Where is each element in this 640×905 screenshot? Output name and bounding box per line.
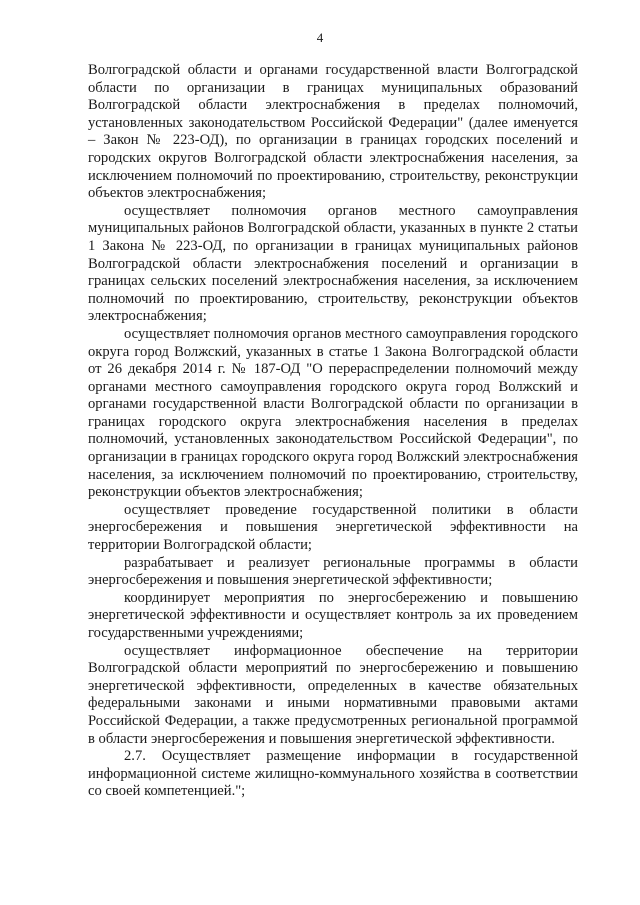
paragraph-7: осуществляет информационное обеспечение на территории Волгоградской области мероприятий по энергосбережению и повышению энергетической эффективности, определенных в качестве обязательных федеральными законами и иными нормативными правовыми актами Российской Федерации, а также предусмотренных региональной программой в области энергосбережения и повышения энергетической эффективности. [88, 642, 578, 747]
paragraph-5: разрабатывает и реализует региональные программы в области энергосбережения и повышения энергетической эффективности; [88, 554, 578, 589]
paragraph-4: осуществляет проведение государственной политики в области энергосбережения и повышения энергетической эффективности на территории Волгоградской области; [88, 501, 578, 554]
paragraph-6: координирует мероприятия по энергосбережению и повышению энергетической эффективности и осуществляет контроль за их проведением государственными учреждениями; [88, 589, 578, 641]
paragraph-1: Волгоградской области и органами государственной власти Волгоградской области по организации в границах муниципальных образований Волгоградской области электроснабжения в пределах полномочий, установленных законодательством Российской Федерации" (далее именуется – Закон № 223-ОД), по организации в границах городских поселений и городских округов Волгоградской области электроснабжения населения, за исключением полномочий по проектированию, строительству, реконструкции объектов электроснабжения; [88, 62, 578, 202]
document-body [88, 62, 578, 801]
paragraph-3: осуществляет полномочия органов местного самоуправления городского округа город Волжский, указанных в статье 1 Закона Волгоградской области от 26 декабря 2014 г. № 187-ОД "О перераспределении полномочий между органами местного самоуправления городского округа город Волжский и органами государственной власти Волгоградской области по организации в границах городского округа электроснабжения населения в пределах полномочий, установленных законодательством Российской Федерации", по организации в границах городского округа город Волжский электроснабжения населения, за исключением полномочий по проектированию, строительству, реконструкции объектов электроснабжения; [88, 325, 578, 501]
paragraph-8: 2.7. Осуществляет размещение информации в государственной информационной системе жилищно-коммунального хозяйства в соответствии со своей компетенцией."; [88, 748, 578, 800]
page-number: 4 [316, 30, 324, 45]
paragraph-2: осуществляет полномочия органов местного самоуправления муниципальных районов Волгоградской области, указанных в пункте 2 статьи 1 Закона № 223-ОД, по организации в границах муниципальных районов Волгоградской области электроснабжения поселений и организации в границах сельских поселений электроснабжения населения, за исключением полномочий по проектированию, строительству, реконструкции объектов электроснабжения; [88, 202, 578, 325]
